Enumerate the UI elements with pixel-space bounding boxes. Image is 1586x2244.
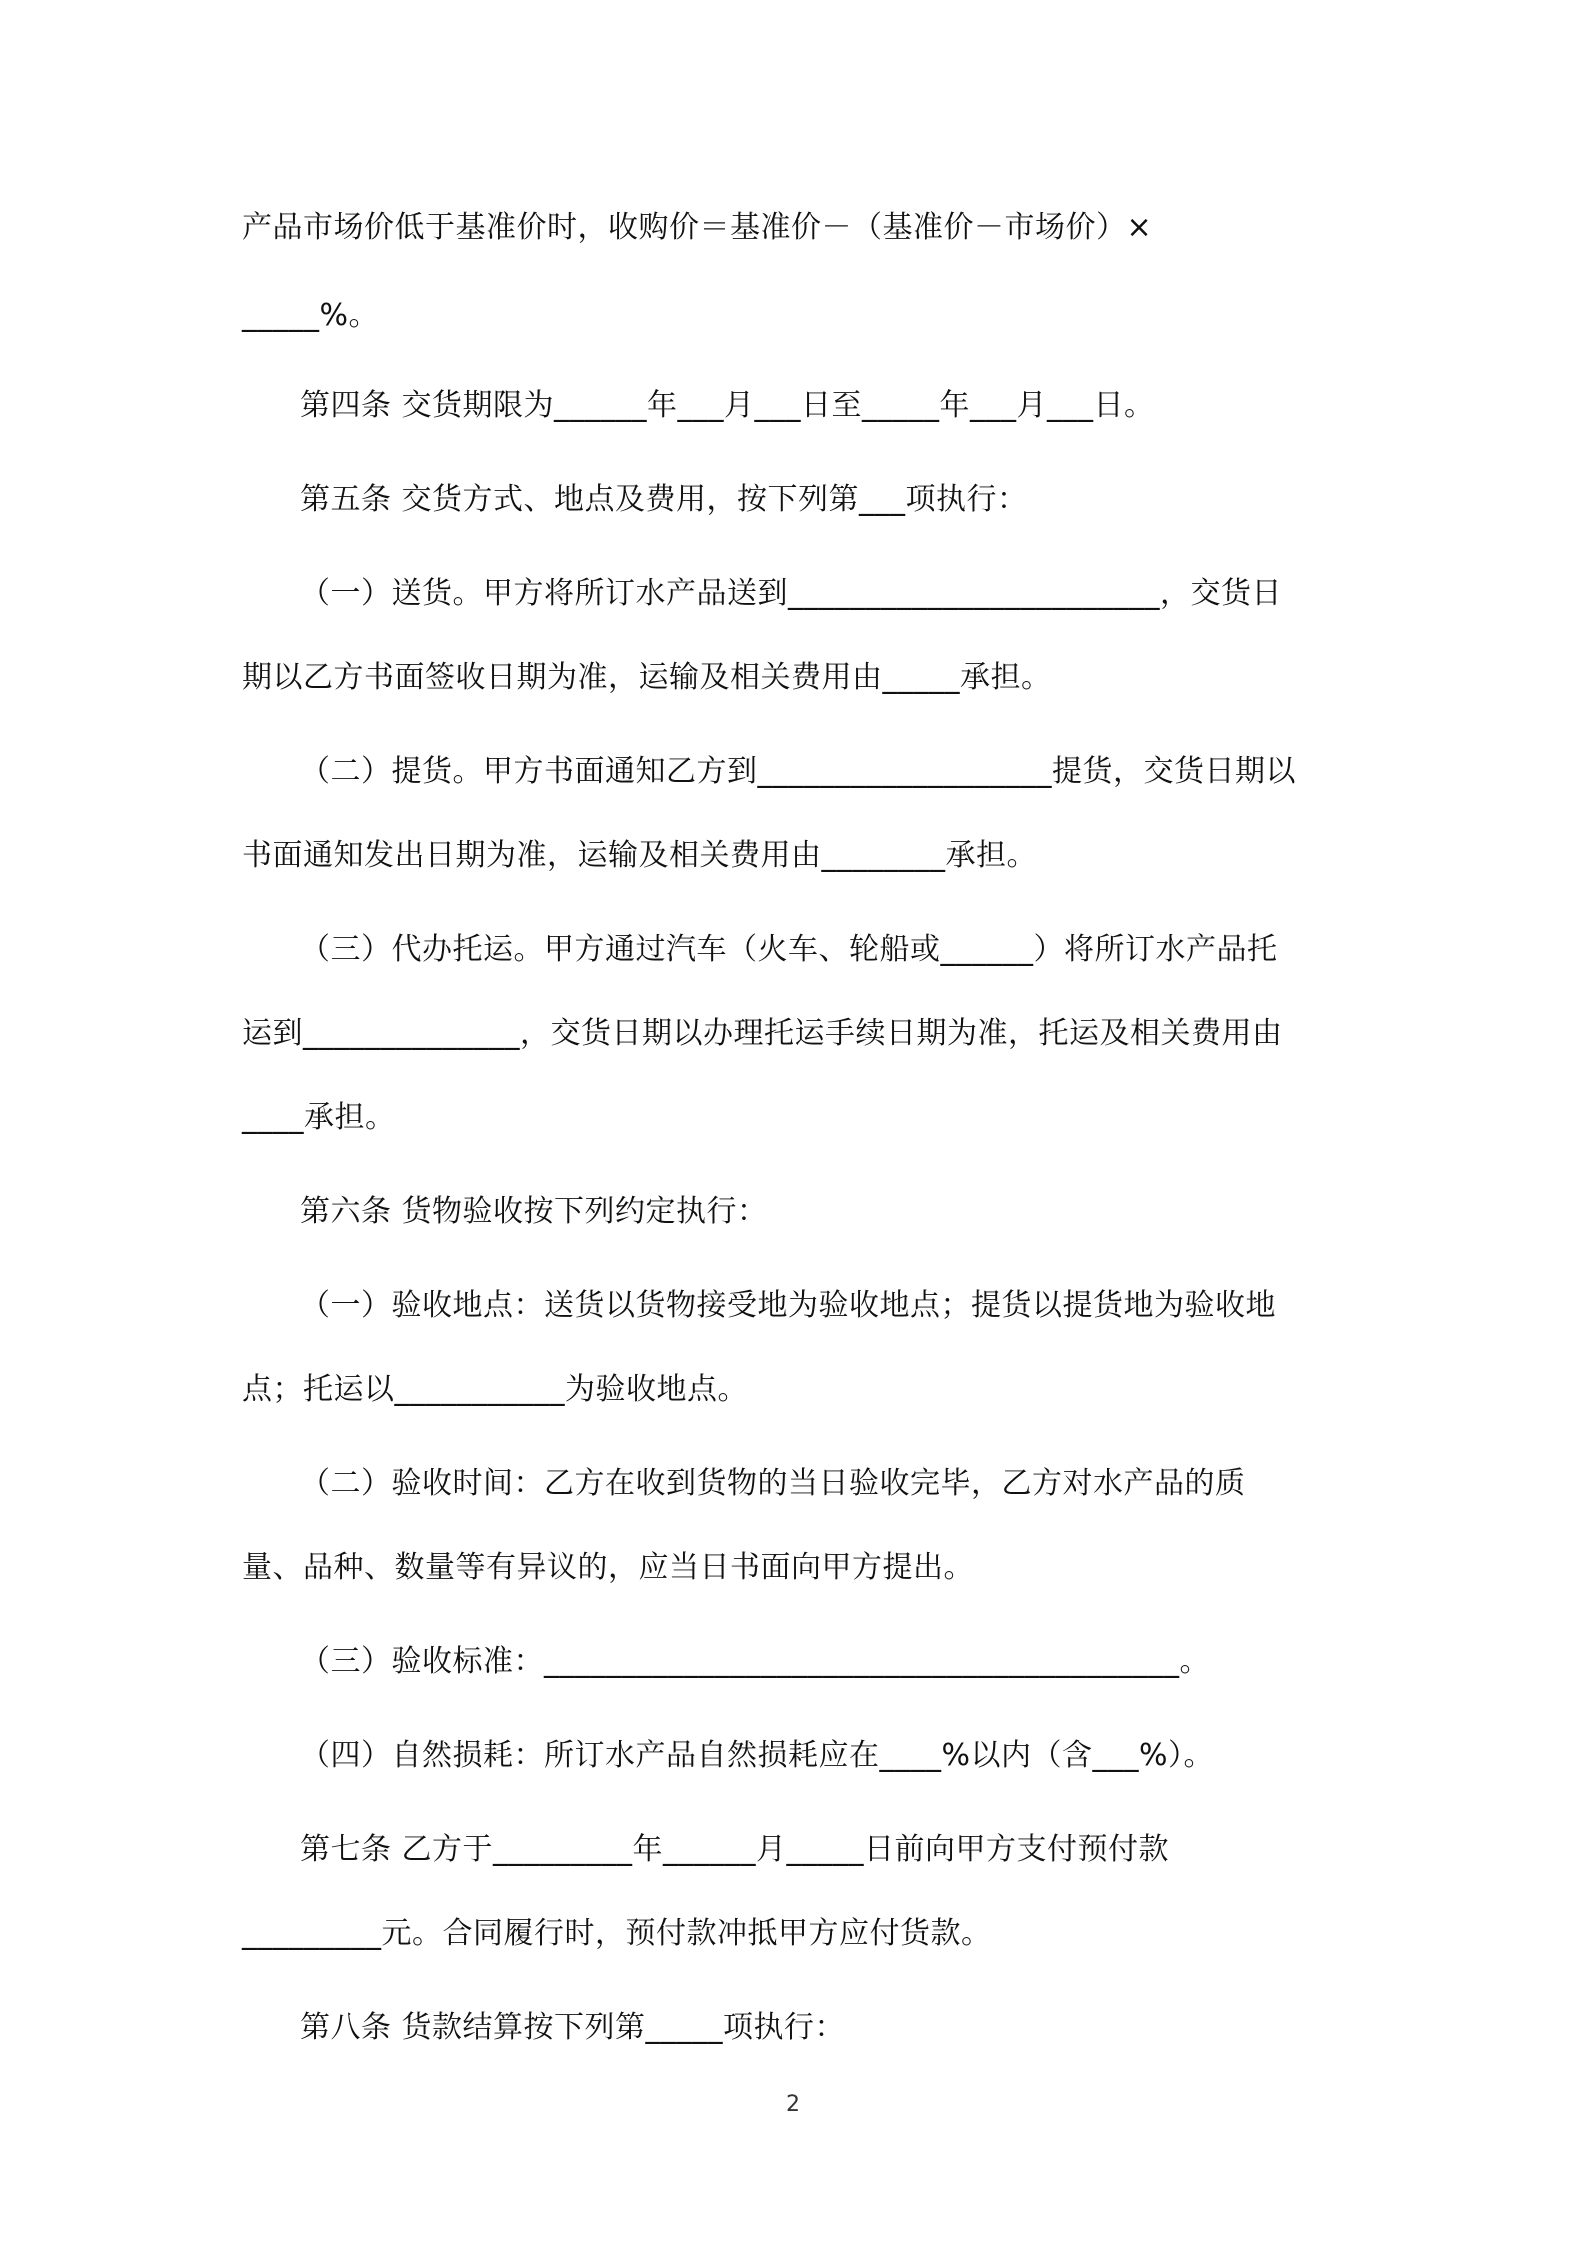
text-line: （二）验收时间：乙方在收到货物的当日验收完毕，乙方对水产品的质: [300, 1466, 1246, 1501]
text-line: _____%。: [242, 298, 380, 333]
text-line: （三）代办托运。甲方通过汽车（火车、轮船或______）将所订水产品托: [300, 932, 1278, 967]
page-number: 2: [786, 2092, 800, 2117]
text-line: 运到______________，交货日期以办理托运手续日期为准，托运及相关费用由: [242, 1016, 1283, 1051]
article-4-line: 第四条 交货期限为______年___月___日至_____年___月___日。: [300, 388, 1155, 423]
text-line: ____承担。: [242, 1100, 396, 1135]
text-line: （三）验收标准：_________________________________________。: [300, 1644, 1210, 1679]
article-6-line: 第六条 货物验收按下列约定执行：: [300, 1194, 768, 1229]
text-line: （四）自然损耗：所订水产品自然损耗应在____%以内（含___%）。: [300, 1738, 1215, 1773]
article-7-line: 第七条 乙方于_________年______月_____日前向甲方支付预付款: [300, 1832, 1170, 1867]
article-8-line: 第八条 货款结算按下列第_____项执行：: [300, 2010, 846, 2045]
text-line: （一）验收地点：送货以货物接受地为验收地点；提货以提货地为验收地: [300, 1288, 1276, 1323]
text-line: 点；托运以___________为验收地点。: [242, 1372, 748, 1407]
text-line: _________元。合同履行时，预付款冲抵甲方应付货款。: [242, 1916, 992, 1951]
text-line: 产品市场价低于基准价时，收购价＝基准价－（基准价－市场价）×: [242, 210, 1153, 245]
text-line: 量、品种、数量等有异议的，应当日书面向甲方提出。: [242, 1550, 974, 1585]
article-5-line: 第五条 交货方式、地点及费用，按下列第___项执行：: [300, 482, 1028, 517]
text-line: 书面通知发出日期为准，运输及相关费用由________承担。: [242, 838, 1037, 873]
text-line: （一）送货。甲方将所订水产品送到________________________，交货日: [300, 576, 1282, 611]
text-line: （二）提货。甲方书面通知乙方到___________________提货，交货日期以: [300, 754, 1296, 789]
text-line: 期以乙方书面签收日期为准，运输及相关费用由_____承担。: [242, 660, 1052, 695]
